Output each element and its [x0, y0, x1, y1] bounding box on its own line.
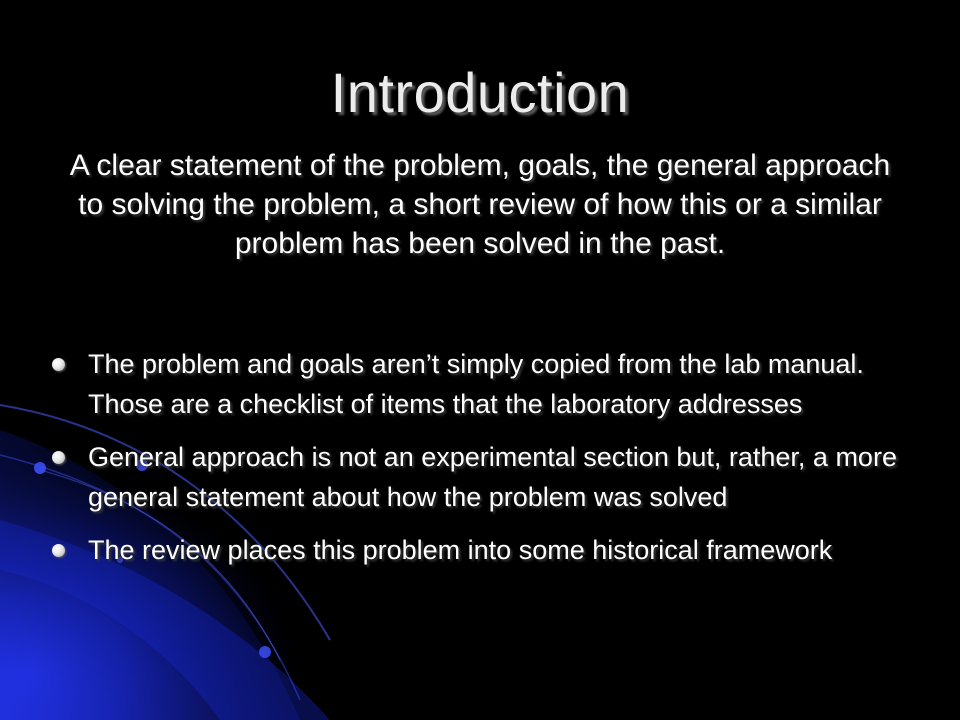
bullet-item [50, 344, 910, 424]
bullet-list [50, 344, 910, 583]
bullet-text: General approach is not an experimental section but, rather, a more general statement about how the problem was solved [88, 442, 897, 512]
bullet-item [50, 530, 910, 570]
slide-subtitle: A clear statement of the problem, goals, the general approach to solving the problem, a short review of how this or a similar problem has been solved in the past. [69, 149, 891, 260]
bullet-dot-icon [52, 451, 65, 464]
bullet-item [50, 437, 910, 517]
slide-title: Introduction [330, 61, 630, 124]
bullet-text: The review places this problem into some historical framework [88, 535, 833, 565]
bullet-dot-icon [52, 358, 65, 371]
bullet-text: The problem and goals aren’t simply copied from the lab manual. Those are a checklist of items that the laboratory addresses [88, 349, 864, 419]
bullet-dot-icon [52, 544, 65, 557]
